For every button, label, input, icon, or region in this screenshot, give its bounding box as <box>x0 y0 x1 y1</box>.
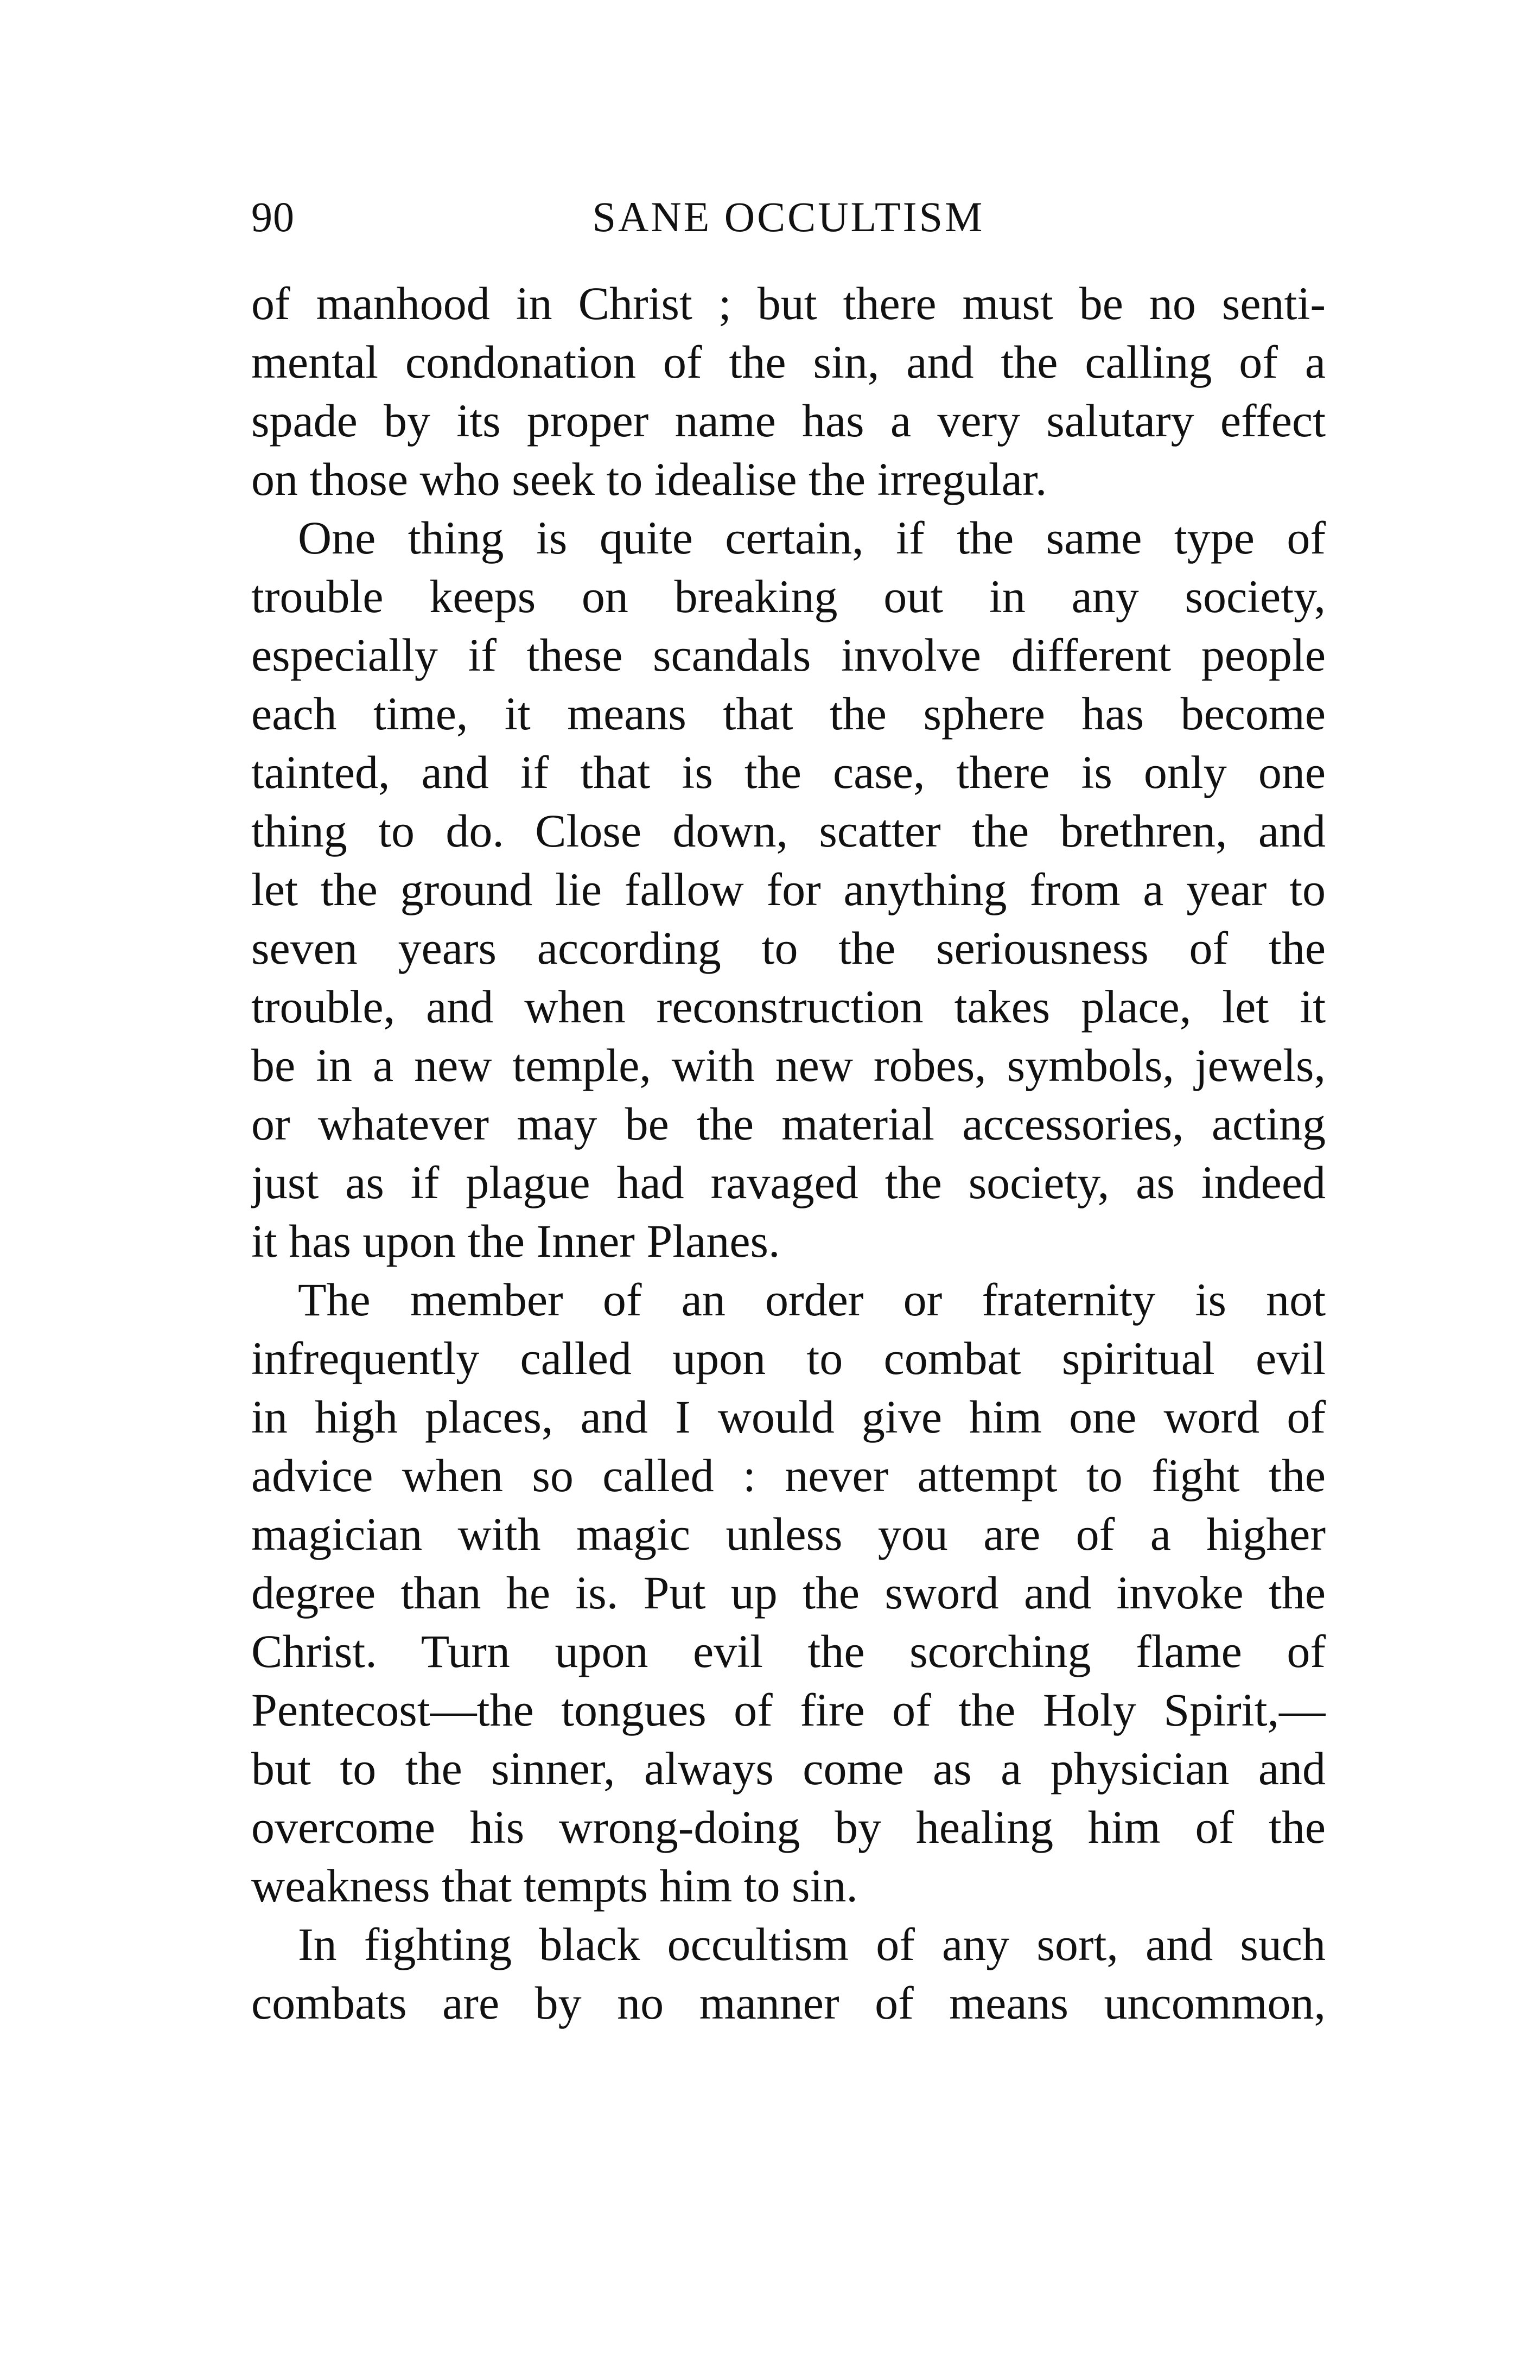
text-line: magician with magic unless you are of a higher <box>251 1508 1326 1560</box>
running-head: SANE OCCULTISM <box>592 193 985 240</box>
text-line: trouble, and when reconstruction takes place, let it <box>251 981 1326 1033</box>
page-number: 90 <box>251 193 295 240</box>
text-line: in high places, and I would give him one word of <box>251 1391 1326 1443</box>
text-line: it has upon the Inner Planes. <box>251 1215 780 1267</box>
text-line: advice when so called : never attempt to fight the <box>251 1449 1326 1501</box>
text-line: of manhood in Christ ; but there must be no senti- <box>251 277 1326 329</box>
text-line: seven years according to the seriousness of the <box>251 922 1326 974</box>
text-line: overcome his wrong-doing by healing him of the <box>251 1801 1326 1853</box>
body-text <box>251 274 1326 2032</box>
text-line: infrequently called upon to combat spiritual evil <box>251 1332 1326 1384</box>
text-line: let the ground lie fallow for anything from a year to <box>251 863 1326 915</box>
text-line: especially if these scandals involve different people <box>251 629 1326 681</box>
text-line: One thing is quite certain, if the same type of <box>298 512 1326 564</box>
text-line: degree than he is. Put up the sword and invoke the <box>251 1567 1326 1619</box>
text-line: thing to do. Close down, scatter the brethren, and <box>251 805 1326 857</box>
text-line: just as if plague had ravaged the society, as indeed <box>251 1156 1326 1208</box>
text-line: In fighting black occultism of any sort, and such <box>298 1918 1326 1970</box>
text-line: be in a new temple, with new robes, symbols, jewels, <box>251 1039 1326 1091</box>
text-line: on those who seek to idealise the irregular. <box>251 453 1047 505</box>
text-line: Christ. Turn upon evil the scorching flame of <box>251 1625 1326 1677</box>
text-line: spade by its proper name has a very salutary effect <box>251 394 1326 447</box>
text-line: The member of an order or fraternity is not <box>298 1274 1326 1326</box>
text-line: trouble keeps on breaking out in any society, <box>251 570 1326 622</box>
text-line: Pentecost—the tongues of fire of the Holy Spirit,— <box>251 1684 1326 1736</box>
text-line: or whatever may be the material accessories, acting <box>251 1098 1326 1150</box>
text-line: weakness that tempts him to sin. <box>251 1860 858 1912</box>
text-line: each time, it means that the sphere has become <box>251 688 1326 740</box>
text-line: mental condonation of the sin, and the calling of a <box>251 336 1326 388</box>
text-line: combats are by no manner of means uncommon, <box>251 1977 1326 2029</box>
text-line: but to the sinner, always come as a physician and <box>251 1742 1326 1794</box>
text-line: tainted, and if that is the case, there is only one <box>251 746 1326 798</box>
page-header <box>251 184 1326 250</box>
